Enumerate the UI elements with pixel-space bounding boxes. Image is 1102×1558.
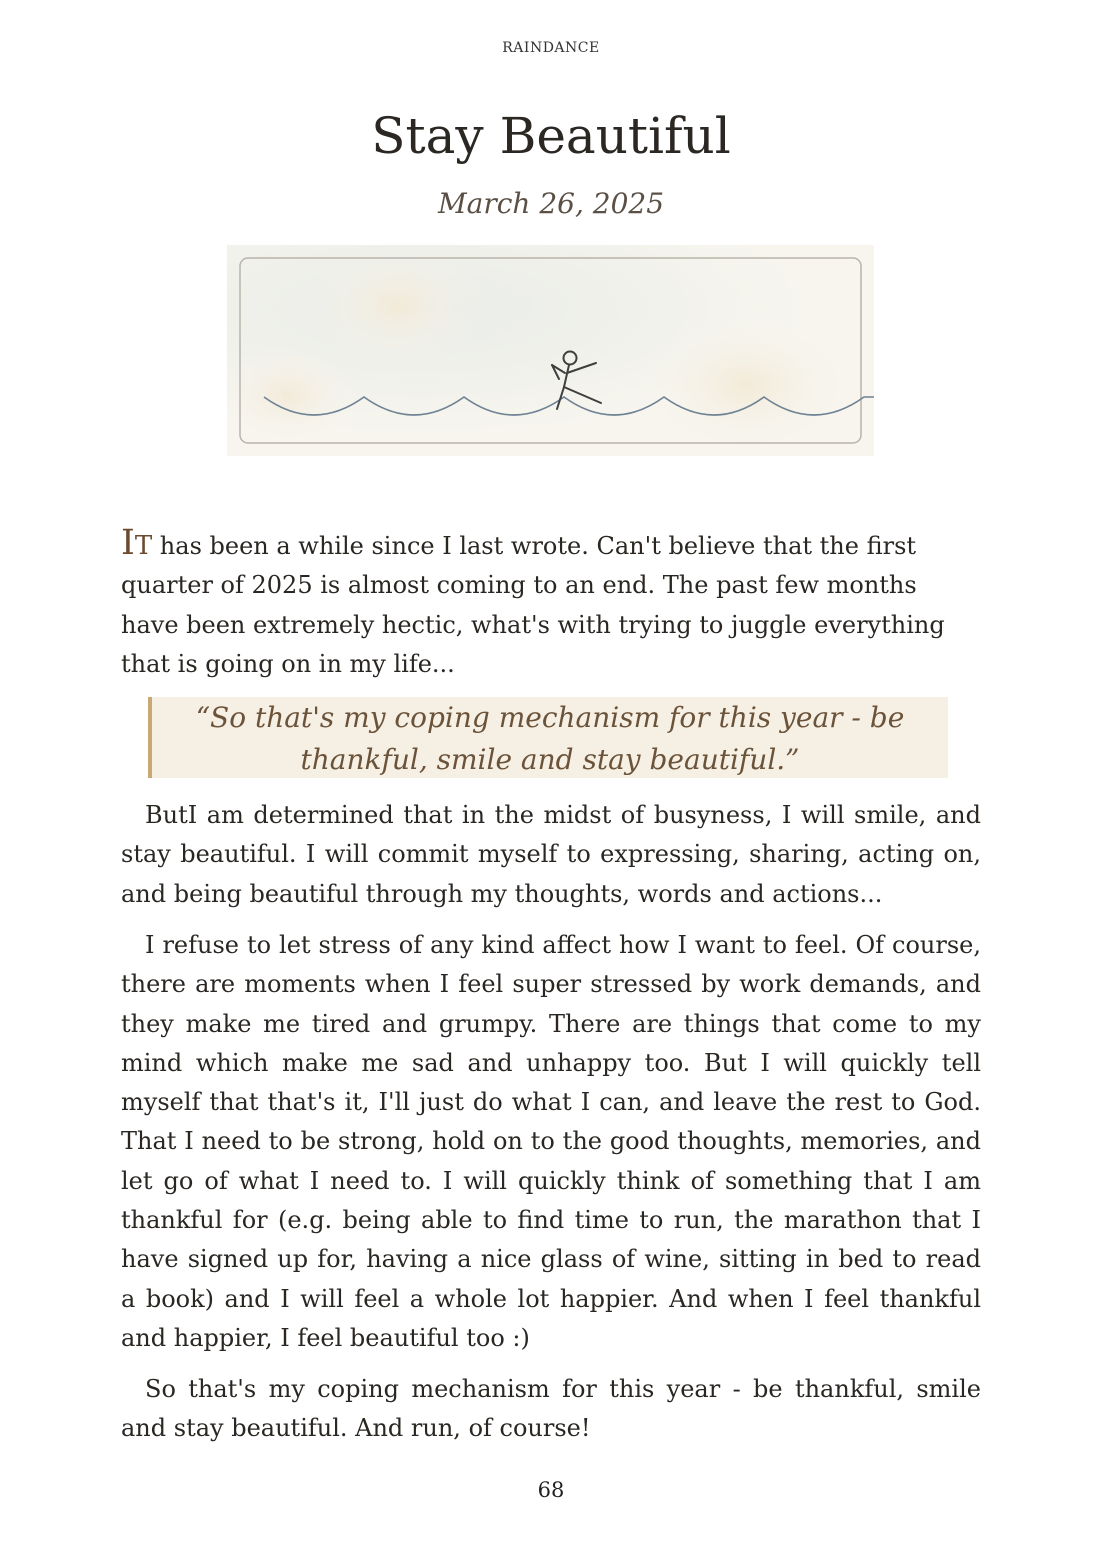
opening-paragraph-text: has been a while since I last wrote. Can't believe that the first quarter of 2025 is almost coming to an end. The past few months have been extremely hectic, what's with trying to juggle everything that is going on in my life... bbox=[121, 532, 945, 678]
opening-paragraph bbox=[121, 524, 956, 684]
page-number: 68 bbox=[537, 1478, 565, 1502]
paragraph-2: ButI am determined that in the midst of busyness, I will smile, and stay beautiful. I will commit myself to expressing, sharing, acting on, and being beautiful through my thoughts, words and actions... bbox=[121, 801, 981, 908]
paint-blotch bbox=[637, 315, 857, 455]
running-head: RAINDANCE bbox=[502, 40, 600, 56]
paragraph-4: So that's my coping mechanism for this year - be thankful, smile and stay beautiful. And run, of course! bbox=[121, 1375, 981, 1443]
stick-figure-running-on-waves-icon bbox=[227, 245, 874, 456]
page-title: Stay Beautiful bbox=[371, 107, 731, 165]
paragraph-3: I refuse to let stress of any kind affect how I want to feel. Of course, there are moments when I feel super stressed by work demands, and they make me tired and grumpy. There are things that come to my mind which make me sad and unhappy too. But I will quickly tell myself that that's it, I'll just do what I can, and leave the rest to God. That I need to be strong, hold on to the good thoughts, memories, and let go of what I need to. I will quickly think of something that I am thankful for (e.g. being able to find time to run, the marathon that I have signed up for, having a nice glass of wine, sitting in bed to read a book) and I will feel a whole lot happier. And when I feel thankful and happier, I feel beautiful too :) bbox=[121, 931, 981, 1352]
post-date: March 26, 2025 bbox=[437, 187, 665, 220]
drop-cap: I bbox=[121, 523, 135, 563]
pull-quote: “So that's my coping mechanism for this year - be thankful, smile and stay beautiful.” bbox=[148, 697, 948, 778]
paint-blotch bbox=[307, 245, 487, 365]
small-cap: T bbox=[134, 531, 153, 561]
